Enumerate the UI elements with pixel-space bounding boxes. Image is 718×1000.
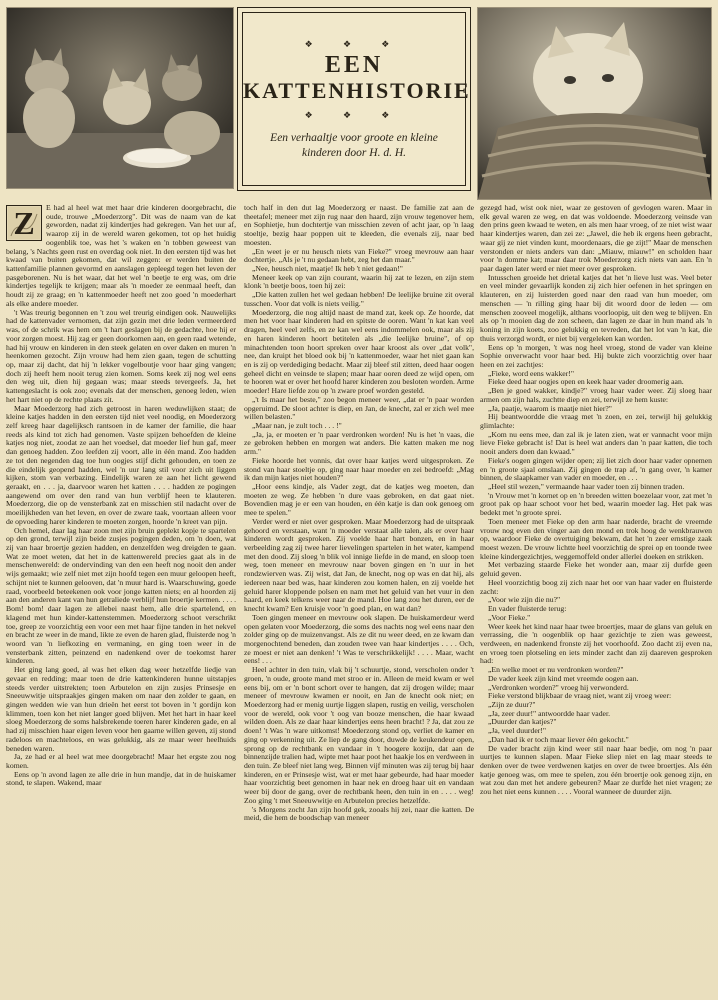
col2-paragraph: „Ja, ja, er moeten er 'n paar verdronken worden! Nu is het 'n vaas, die ze gebroken hebben en morgen wat anders. Die katten maken me nog arm."	[244, 429, 474, 457]
col3-paragraph: Fieke's oogen gingen wijder open; zij liet zich door haar vader opnemen en 'n groote sjaal omslaan. Zij gingen de trap af, 'n gang over, 'n kamer binnen, de slaapkamer van vader en moeder, en . . .	[480, 455, 712, 483]
col3-paragraph: gezegd had, wist ook niet, waar ze gestoven of gevlogen waren. Maar in elk geval waren ze weg, en dat was voldoende. Moederzorg veinsde van den prins geen kwaad te weten, en als men haar vroeg, of ze niet wist waar haar kindertjes waren, dan zei ze: „Jawel, die heb ik ergens heen gebracht, waar gij ze niet vinden kunt, moordenaars, die ge zijt!" Maar de menschen verstonden er niets anders van dan: „Miauw, miauw!" en scholden haar voor 'n domme kat; maar daar trok Moederzorg zich niets van aan. En 'n paar dagen later werd er niet meer over gesproken.	[480, 204, 712, 274]
dropcap-z	[6, 205, 42, 241]
col1-paragraph: 't Was treurig begonnen en 't zou wel treurig eindigen ook. Nauwelijks had de kattenvader vernomen, dat zijn gezin met drie leden vermeerderd was, of de schrik was hem om 't hart geslagen bij de gedachte, hoe hij er voor zorgen moest. Hij zag er geen doorkomen aan, en geen raad wetende, had hij vrouw en kinderen in den steek gelaten en over daken en muren 'n heenkomen gezocht. Zijn vrouw had hem zien gaan, tegen de schutting op, maar zij dacht, dat hij 'n lekker vogelboutje voor haar ging vangen; doch zij heeft hem nooit terug zien komen. Soms keek zij nog wel eens den weg uit, dien hij gegaan was; maar steeds tevergeefs. Ja, het kattengeslacht is ook zoo; evenals dat der menschen, genoeg leden, wien het hart niet op de rechte plaats zit.	[6, 307, 236, 404]
title-box-inner-frame	[242, 12, 471, 186]
kittens-photo	[6, 7, 234, 189]
col2-paragraph: „Hoor eens kindje, als Vader zegt, dat de katjes weg moeten, dan moeten ze weg. Ze hebben 'n dure vaas gebroken, en dat gaat niet. Bovendien mag je er een van houden, en één katje is dan ook genoeg om mee te spelen."	[244, 482, 474, 518]
col2-paragraph: 's Morgens zocht Jan zijn hoofd gek, zooals hij zei, naar die katten. De meid, die hem de boodschap van meneer	[244, 804, 474, 823]
col2-paragraph: „Nee, heusch niet, maatje! Ik heb 't niet gedaan!"	[252, 264, 403, 274]
col3-paragraph: „Zijn ze duur?"	[488, 699, 536, 709]
col2-paragraph: Toen gingen meneer en mevrouw ook slapen. De huiskamerdeur werd open gelaten voor Moederzorg, die soms des nachts nog wel eens naar den zolder ging op de muizenvangst. Als ze dit nu weer deed, en ze kwam dan morgenochtend beneden, dan zouden twee van haar kindertjes . . . . Och, ze moest er niet aan denken! 't Was te verschrikkelijk! . . . . Maar, wacht eens! . . .	[244, 612, 474, 666]
col3-paragraph: Weer keek het kind naar haar twee broertjes, maar de glans van geluk en verrassing, die 'n oogenblik op haar gezichtje te zien was geweest, verdween, en nadenkend fronste zij het voorhoofd. Zoo dacht zij even na, en vroeg toen plotseling en iets minder zacht dan zij daareven gesproken had:	[480, 621, 712, 666]
col3-paragraph: „Ben je goed wakker, kindje?" vroeg haar vader weer. Zij sloeg haar armen om zijn hals, zuchtte diep en zei, terwijl ze hem kuste:	[480, 386, 712, 404]
col1-paragraph: Het ging lang goed, al was het elken dag weer hetzelfde liedje van gevaar en redding; maar toen de drie kattenkinderen hunne uitstapjes steeds verder uitstrekten; toen Arbutelon en zijn zusjes Prinsesje en Sneeuwwitje uitspraakjes gingen maken om naar den zolder te gaan, en gingen wedden wie van hun drieën het eerst tot boven in 't gordijn kon klimmen, toen kon het niet langer goed blijven. Met het hart in haar keel sloeg Moederzorg de soms halsbrekende toeren harer kinderen gade, en al had zij misschien haar eigen leven voor hen gaarne willen geven, zij stond radeloos en machteloos, en was gelukkig, als ze maar weer heelhuids beneden waren.	[6, 665, 236, 753]
col3-paragraph: „Verdronken worden?" vroeg hij verwonderd.	[488, 682, 629, 692]
cat-in-basket-photo	[477, 7, 712, 200]
col2-paragraph: Heel achter in den tuin, vlak bij 't schuurtje, stond, verscholen onder 't groen, 'n oude, groote mand met stroo er in. Alleen de meid kwam er wel eens bij, om er 'n bont schort over te hangen, dat zij drogen wilde; maar meneer of mevrouw kwamen er nooit, en Jan de knecht ook niet; en Moederzorg had er menig uurtje liggen slapen, rustig en veilig, verscholen voor de wereld, ook voor 't oog van booze menschen, die haar kwaad wilden doen. Als ze daar haar kindertjes eens heen bracht! ? Ja, dat zou ze doen! 't Was 'n ware uitkomst! Moederzorg stond op, verliet de kamer en ging op verkenning uit. Ze liep de gang door, duwde de keukendeur open, sprong op de rechtbank en vandaar in 't hoogere kozijn, dat aan de binnenzijde tralien had, wipte met haar poot het haakje los en verdween in den tuin. Ze bleef niet lang weg. Binnen vijf minuten was zij terug bij haar kinderen, en er Prinsesje wist, wat er met haar gebeurde, had haar moeder haar voorzichtig beet genomen in haar nek en droeg haar uit en vandaan weer bij door de gang, over de rechtbank heen, den tuin in en . . . . weg! Zoo ging 't met Sneeuwwitje en Arbutelon precies hetzelfde.	[244, 665, 474, 805]
col3-paragraph: „Ja, veel duurder!"	[488, 726, 546, 736]
col3-paragraph: Heel voorzichtig boog zij zich naar het oor van haar vader en fluisterde zacht:	[480, 577, 712, 596]
col1-paragraph: Eens op 'n avond lagen ze alle drie in hun mandje, dat in de huiskamer stond, te slapen. Wakend, maar	[6, 769, 236, 788]
col3-paragraph: „En welke moet er nu verdronken worden?"	[488, 665, 624, 675]
dropcap-letter: Z	[13, 205, 35, 241]
col2-paragraph: toch half in den dut lag Moederzorg er naast. De familie zat aan de theetafel; meneer met zijn rug naar den haard, zijn vrouw tegenover hem, en Sophietje, hun dochtertje van misschien zeven of acht jaar, op 'n laag stoeltje, bezig haar poppen uit te kleeden, die evenals zij, naar bed moesten.	[244, 204, 474, 247]
col3-paragraph: „Kom nu eens mee, dan zal ik je laten zien, wat er vannacht voor mijn lieve Fieke gebracht is! Dat is heel wat anders dan 'n paar katten, die toch nooit anders doen dan kwaad."	[480, 429, 712, 457]
col2-paragraph: „Maar nan, je zult toch . . . !"	[252, 420, 342, 430]
col3-paragraph: Fieke verstond blijkbaar de vraag niet, want zij vroeg weer:	[488, 691, 672, 701]
col3-paragraph: „Fieke, word eens wakker!"	[488, 368, 574, 378]
col1-paragraph: Och hemel, daar lag haar zoon met zijn bruin geplekt kopje te spartelen op den grond, terwijl zijn beide zusjes pogingen deden, om 'n doen, wat zij van haar broertje gezien hadden, en denzelfden weg dreigden te gaan. Wat ze moet weten, dat het in de kattenwereld precies gaat als in de menschenwereld: de ondervinding van den een heeft nog nooit den ander wijs gemaakt; wie zelf niet met zijn hoofd tegen een muur geloopen heeft, schijnt niet te kunnen gelooven, dat 'n muur hard is. Waarschuwing, goede raad, voorbeeld beteekenen ook voor jonge katten niets; en al hoorden zij aan den anderen kant van hun getraliede verblijf hun broertje kermen. . . . . Bom! bom! daar lagen ze allebei naast hem, alle drie spartelend, en klagend met hun kinder-kattenstemmen. Moederzorg schoot verschrikt toe, greep ze voorzichtig een voor een met haar fijne tanden in het nekvel en bracht ze weer in de mand, likte ze even de haren glad, fluisterde nog 'n woord van 'n liefkozing en vermaning, en ging toen weer in de vensterbank zitten, peinzend en nadenkend over de toekomst harer kinderen.	[6, 525, 236, 666]
col3-paragraph: „Voor Fieke."	[488, 612, 531, 622]
col3-paragraph: „Ja, paatje, waarom is maatje niet hier?"	[488, 403, 612, 413]
col1-paragraph: Maar Moederzorg had zich getroost in haren weduwlijken staat; de kleine katjes hadden in den eersten tijd niet veel noodig, en Moederzorg zelf kreeg haar dagelijksch rantsoen in de kamer der familie, die haar reeds als kind tot zich had genomen. Vaste spijzen behoefden de kleine katjes nog niet, zoodat ze aan het voedsel, dat moeder lief hun gaf, meer dan genoeg hadden. Zoo leefden zij voort, alle in één mand. Zoo hadden ze tot den negenden dag toe hun oogjes stijf dicht gehouden, en toen ze die eindelijk geopend hadden, wel 'n uur lang stil voor zich uit liggen kijken, stom van verbazing. Eindelijk waren ze aan het licht gewend geraakt, en . . . ja, daarvoor waren het katten . . . . hadden ze pogingen aangewend om over den rand van hun verblijf heen te klauteren. Moederzorg, die op de vensterbank zat en misschien stil nadacht over de moeilijkheden van het leven, en over de zware taak, voortaan alleen voor de opvoeding harer kinderen te moeten zorgen, hoorde 'n kreet van pijn.	[6, 403, 236, 526]
col3-paragraph: „Duurder dan katjes?"	[488, 717, 557, 727]
col3-paragraph: Fieke deed haar oogjes open en keek haar vader droomerig aan.	[488, 377, 684, 387]
col2-paragraph: „En weet je er nu heusch niets van Fieke?" vroeg mevrouw aan haar dochtertje. „Als je 't nu gedaan hebt, zeg het dan maar."	[244, 246, 474, 265]
col2-paragraph: „Die katten zullen het wel gedaan hebben! De leelijke bruine zit overal tusschen. Voor dat volk is niets veilig."	[244, 290, 474, 308]
article-title-line-1: EEN	[324, 52, 384, 78]
col3-paragraph: Hij beantwoordde die vraag met 'n zoen, en zei, terwijl hij gelukkig glimlachte:	[480, 412, 712, 430]
col1-paragraph: Ja, ze had er al heel wat mee doorgebracht! Maar het ergste zou nog komen.	[6, 752, 236, 770]
col1-paragraph: E had al heel wat met haar drie kinderen doorgebracht, die oude, trouwe „Moederzorg". Dit was de naam van de kat geworden, nadat zij kindertjes had gekregen. Van het uur af, waarop zij in de wereld waren gekomen, tot op het huidig oogenblik toe, was het 's waken en 'n tobben geweest van belang, 's Nachts geen rust en overdag ook niet. In den eersten tijd was het kwaad van buiten gekomen, dat wil zeggen: er werden buiten de kattenfamilie plannen gevormd en aanslagen gepleegd tegen het leven der pasgeborenen. Nu is het waar, dat het wel 'n beetje te erg was, om drie kindertjes tegelijk te krijgen; maar als 'n moeder ze eenmaal heeft, dan houdt zij ze graag; en 'n kattenmoeder heeft net zoo goed 'n moederhart als elke andere moeder.	[6, 204, 236, 308]
col3-paragraph: Eens op 'n morgen, 't was nog heel vroeg, stond de vader van kleine Sophie onverwacht voor haar bed. Hij bukte zich voorzichtig over haar heen en zei zachtjes:	[480, 342, 712, 369]
cat-basket-illustration	[478, 8, 711, 199]
title-ornament-top: ❖ ❖ ❖	[304, 39, 404, 49]
article-subtitle: Een verhaaltje voor groote en kleine kinderen door H. d. H.	[270, 132, 438, 159]
text-column-2	[244, 204, 474, 994]
col3-paragraph: „Voor wie zijn die nu?"	[488, 595, 561, 605]
col3-paragraph: Met verbazing staarde Fieke het wonder aan, maar zij durfde geen geluid geven.	[480, 560, 712, 579]
col3-paragraph: De vader keek zijn kind met vreemde oogen aan.	[488, 673, 639, 683]
col3-paragraph: En vader fluisterde terug:	[488, 604, 567, 614]
col2-paragraph: Verder werd er niet over gesproken. Maar Moederzorg had de uitspraak gehoord en verstaan, want 'n moeder verstaat alle talen, als er over haar kinderen wordt gesproken. Zij voelde haar hart bonzen, en in haar verbeelding zag zij twee harer lievelingen spartelen in het water, kampend met den dood. Zij sloeg 'n blik vol innige liefde in de mand, en sloop toen weg, toen meneer en mevrouw naar boven gingen en 'n uur in het rondzwierven was. Zij wist, dat Jan, de knecht, nog op was en dat hij, als iedereen naar bed was, haar kinderen zou komen halen, en zij voelde het geluid harer kloppende polsen en nam met het geluid van het vuur in den haard, en keek telkens weer naar de mand. Hoe lang zou het duren, eer de knecht kwam? Een kruisje voor 'n goed plan, en wat dan?	[244, 516, 474, 614]
col3-paragraph: 'n Vrouw met 'n kornet op en 'n breeden witten boezelaar voor, zat met 'n groot pak op haar schoot voor het bed, waarin moeder lag. Het pak was bedekt met 'n groote sprei.	[480, 490, 712, 518]
article-title-line-2: KATTENHISTORIE	[243, 78, 471, 103]
kittens-illustration	[7, 8, 233, 188]
col3-paragraph: „Dan had ik er toch maar liever één gekocht."	[488, 734, 629, 744]
text-column-1	[6, 204, 236, 994]
article-title-box	[237, 7, 471, 191]
col3-paragraph: Toen meneer met Fieke op den arm haar naderde, bracht de vreemde vrouw nog even den vinger aan den mond en trok hoog de wenkbrauwen op, waardoor Fieke de overtuiging bekwam, dat het 'n zeer ernstige zaak moest wezen. De vrouw lichtte heel voorzichtig de sprei op en toonde twee kleine kindergezichtjes, weggemoffeld onder allerlei doeken en strikken.	[480, 516, 712, 561]
col2-paragraph: „'t Is maar het beste," zoo begon meneer weer, „dat er 'n paar worden opgeruimd. De sloot achter is diep, en Jan, de knecht, zal er zich wel mee willen belasten."	[244, 394, 474, 422]
col3-paragraph: „Heel stil wezen," vermaande haar vader toen zij binnen traden.	[488, 482, 685, 491]
title-ornament-bottom: ❖ ❖ ❖	[304, 110, 404, 120]
col2-paragraph: Fieke hoorde het vonnis, dat over haar katjes werd uitgesproken. Ze stond van haar stoeltje op, ging naar haar moeder en zei bedroefd: „Mag ik dan mijn katjes niet houden?"	[244, 455, 474, 483]
col2-paragraph: Meneer keek op van zijn courant, waarin hij zat te lezen, en zijn stem klonk 'n beetje boos, toen hij zei:	[244, 272, 474, 291]
col3-paragraph: „Ja, zeer duur!" antwoordde haar vader.	[488, 708, 611, 718]
col3-paragraph: De vader bracht zijn kind weer stil naar haar bedje, om nog 'n paar uurtjes te kunnen slapen. Maar Fieke sliep niet en lag maar steeds te denken over de twee verdwenen katjes en over de twee broertjes. Als één katje genoeg was, om mee te spelen, zou één broertje ook genoeg zijn, en wat zou dan met het andere gebeuren? Maar ze durfde het niet vragen; ze zou het niet eens kunnen . . . . Vooral wanneer de duurder zijn.	[480, 743, 712, 797]
col3-paragraph: Intusschen groeide het drietal katjes dat het 'n lieve lust was. Veel beter en veel minder gevaarlijk konden zij zich hier oefenen in het springen en klauteren, en zij luisterden goed naar den raad van hun moeder, om menschen — 'n rilling ging haar bij dit woord door de leden — om menschen zooveel mogelijk, althans voorloopig, uit den weg te blijven. En als op 'n mooien dag de zon scheen, dan lagen ze daar in hun mand als 'n koning in zijn koets, zoo gelukkig en tevreden, dat het lot van 'n kat, die thuis verzorgd wordt, er niet bij vergeleken kan worden.	[480, 272, 712, 343]
text-column-3	[480, 204, 712, 994]
col2-paragraph: Moederzorg, die nog altijd naast de mand zat, keek op. Ze hoorde, dat men het voor haar kinderen had en spitste de ooren. Want 'n kat kan veel dragen, heel veel zelfs, en ze kan wel eens indommelen ook, maar als zij en haren kinderen hoort betitelen als „die leelijke bruine", of op minachtenden toon hoort spreken over haar kroost als over „dat volk", nee, dan kruipt het bloed ook bij 'n kattenmoeder, waar het niet gaan kan en is zij op verdediging bedacht. Maar zij bleef stil zitten, deed haar oogen geheel dicht en veinsde te slapen; maar haar ooren deed ze wijd open, om te hooren wat er over het hoofd harer kinderen zou besloten worden. Arme moeder! Hare liefde zou op 'n zware proef worden gesteld.	[244, 307, 474, 396]
